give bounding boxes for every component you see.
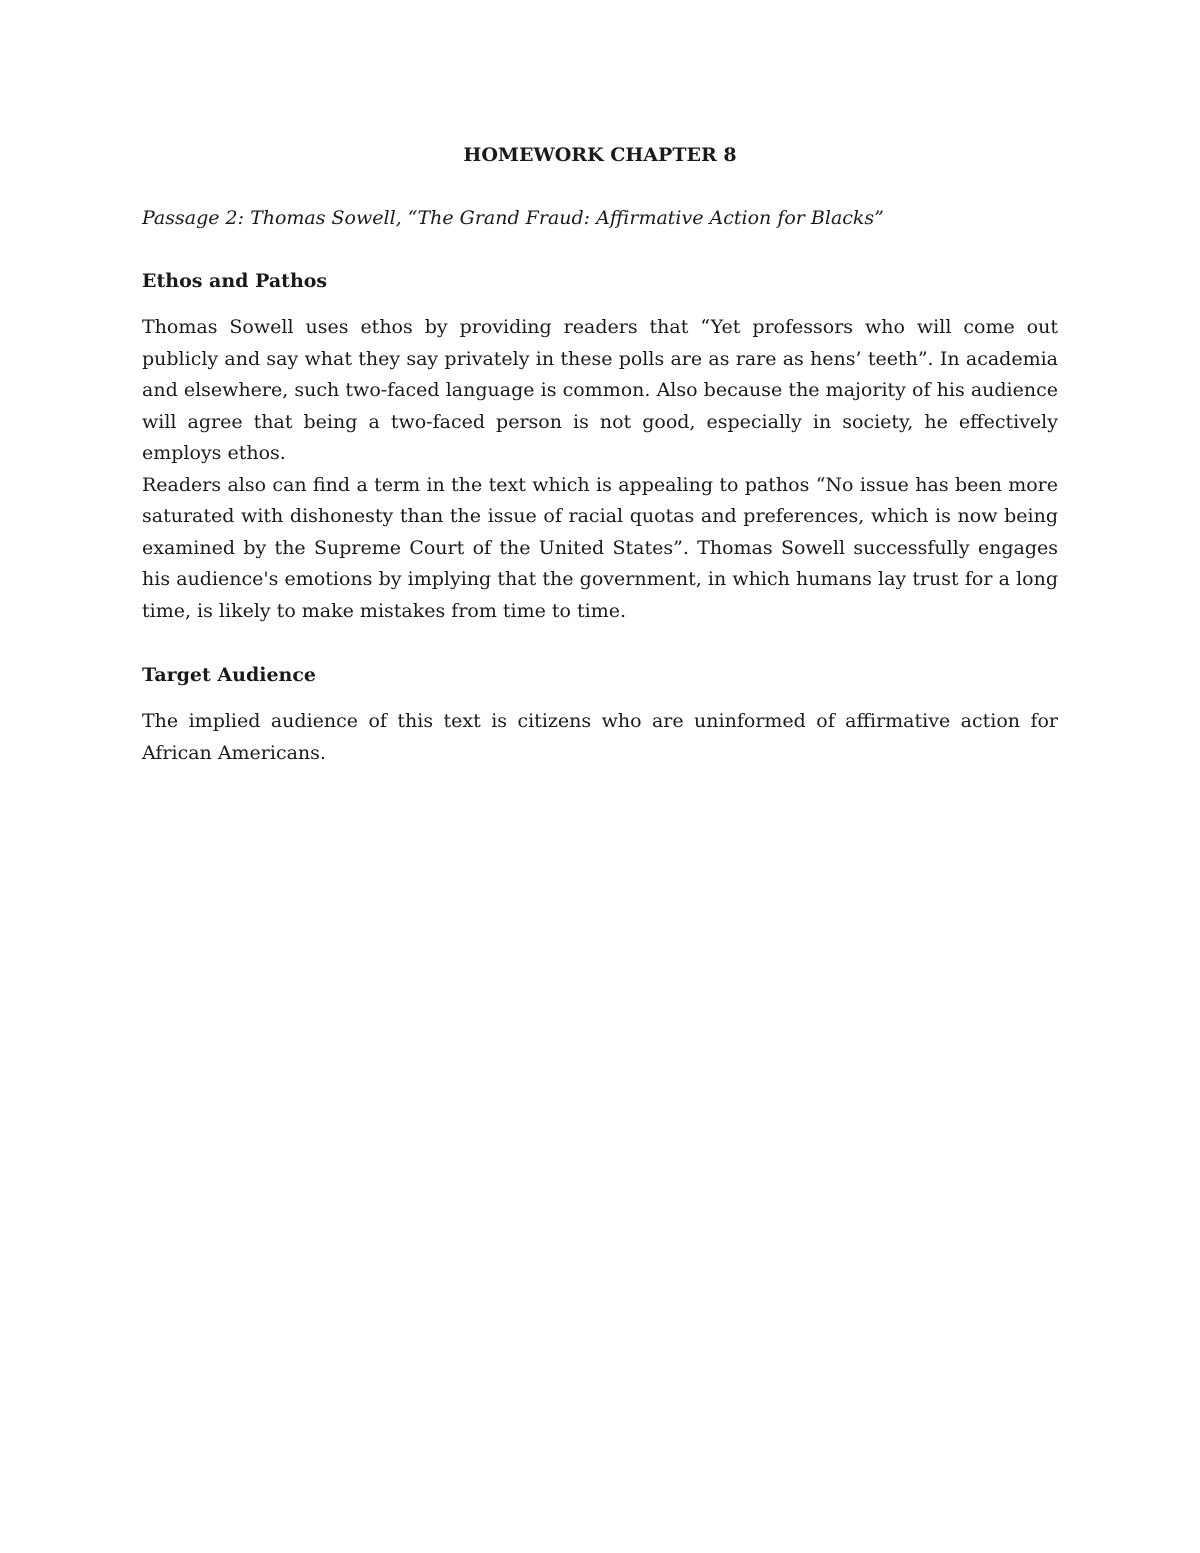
document-content: [142, 140, 1058, 769]
section-heading-target-audience: Target Audience: [142, 664, 317, 686]
section-body-ethos-pathos: [142, 312, 1058, 627]
section-heading-ethos-pathos: Ethos and Pathos: [142, 270, 328, 292]
section-body-target-audience: [142, 706, 1058, 769]
paragraph-target-audience: The implied audience of this text is citizens who are uninformed of affirmative action for African Americans.: [142, 710, 1058, 764]
document-title: HOMEWORK CHAPTER 8: [463, 144, 737, 166]
paragraph-ethos: Thomas Sowell uses ethos by providing readers that “Yet professors who will come out publicly and say what they say privately in these polls are as rare as hens’ teeth”. In academia and elsewhere, such two-faced language is common. Also because the majority of his audience will agree that being a two-faced person is not good, especially in society, he effectively employs ethos.: [142, 316, 1058, 464]
passage-line: Passage 2: Thomas Sowell, “The Grand Fraud: Affirmative Action for Blacks”: [142, 207, 884, 229]
paragraph-pathos: Readers also can find a term in the text which is appealing to pathos “No issue has been more saturated with dishonesty than the issue of racial quotas and preferences, which is now being examined by the Supreme Court of the United States”. Thomas Sowell successfully engages his audience's emotions by implying that the government, in which humans lay trust for a long time, is likely to make mistakes from time to time.: [142, 473, 1058, 622]
